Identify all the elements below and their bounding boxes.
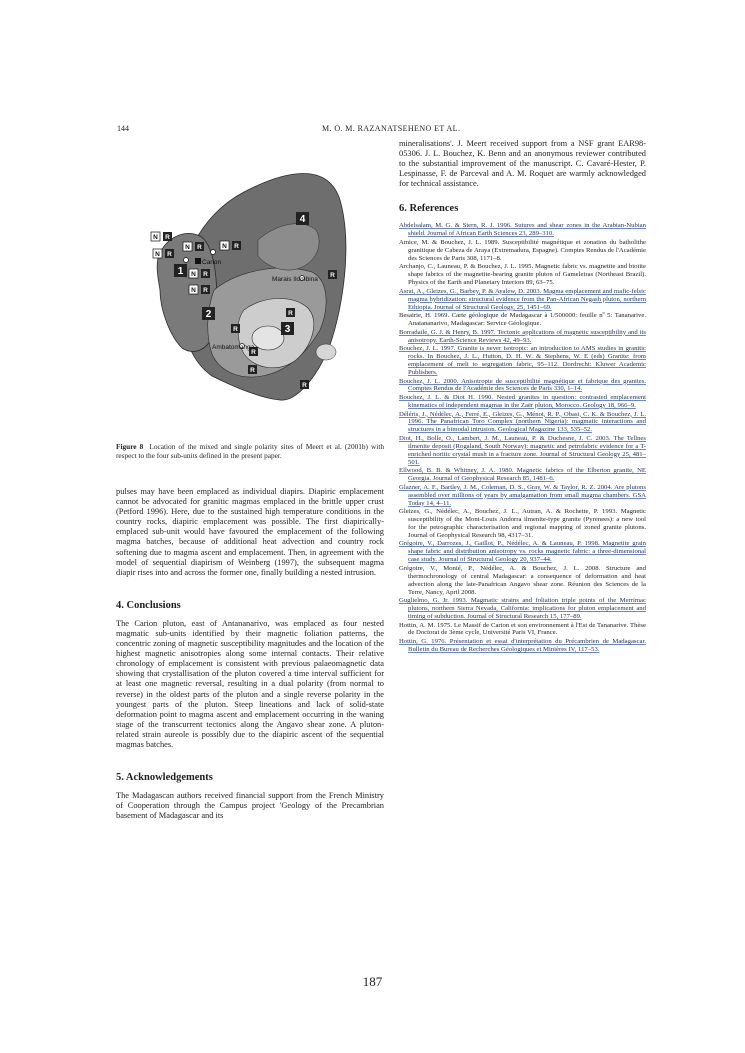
reference-item: Grégoire, V., Monié, P., Nédélec, A. & Bouchez, J. L. 2008. Structure and thermochronology of central Madagascar: a consequence of deformation and heat advection along the late-Panafrican Angavo shear zone. Réunion des Sciences de la Terre, Nancy, April 2008.	[399, 564, 646, 596]
svg-text:R: R	[251, 349, 256, 356]
heading-references: 6. References	[399, 203, 459, 215]
label-carion: Carion	[202, 259, 222, 266]
svg-text:N: N	[222, 243, 227, 250]
site-marker-r-5	[286, 308, 295, 317]
reference-item[interactable]: Abdelsalam, M. G. & Stern, R. J. 1996. Sutures and shear zones in the Arabian-Nubian shield. Journal of African Earth Sciences 23, 289–310.	[399, 222, 646, 238]
reference-item[interactable]: Bouchez, J. L. 1997. Granite is never isotropic: an introduction to AMS studies in granitic rocks. In Bouchez, J. L., Hutton, D. H. W. & Stephens, W. E (eds) Granite: from emplacement of melt to segregation fabric, 95–112. Dordrecht: Kluwer Academic Publishers.	[399, 345, 646, 376]
site-marker-nr-1	[151, 232, 172, 241]
town-circle-2	[184, 258, 189, 263]
reference-item[interactable]: Bouchez, J. L. 2000. Anisotropie de susceptibilité magnétique et fabrique des granites. Comptes Rendus de l'Académie des Sciences de Paris 330, 1–14.	[399, 377, 646, 393]
paragraph-ack-continued: mineralisations'. J. Meert received support from a NSF grant EAR98-05306. J. L. Bouchez, K. Benn and an anonymous reviewer contributed to the substantial improvement of the manuscript. C. Cavaré-Hester, P. Lespinasse, F. de Parceval and A. M. Roquet are warmly acknowledged for technical assistance.	[399, 139, 646, 189]
pluton-map-figure	[116, 140, 384, 436]
label-marais-ilombina: Marais Ilombina	[272, 276, 318, 283]
svg-text:1: 1	[177, 266, 184, 277]
svg-text:N: N	[185, 244, 190, 251]
unit-label-4	[296, 212, 309, 225]
site-marker-r-2	[231, 324, 240, 333]
running-title: M. O. M. RAZANATSEHENO ET AL.	[322, 124, 461, 133]
svg-text:N: N	[191, 271, 196, 278]
paragraph-conclusions: The Carion pluton, east of Antananarivo, was emplaced as four nested magmatic sub-units identified by their magnetic foliation patterns, the concentric zoning of magnetic susceptibility magnitudes and the location of the highest magnetic anisotropies along some internal contacts. Their relative chronology of emplacement is consistent with previous palaeomagnetic data showing that crystallisation of the pluton covered a time interval sufficient for at least one magnetic reversal, resulting in a dual polarity (from normal to reverse) in the oldest parts of the pluton and a single reverse polarity in the youngest parts of the pluton. Steep lineations and lack of solid-state deformation point to magma ascent and emplacement occurring in the waning stage of the transcurrent tectonics along the Angavo shear zone. A pluton-related strain aureole is possibly due to the diapiric ascent of the sequential magmas batches.	[116, 618, 384, 749]
label-ambatomanga: Ambatomanga	[212, 344, 255, 351]
svg-text:R: R	[203, 287, 208, 294]
svg-text:R: R	[197, 244, 202, 251]
reference-item[interactable]: Guglielmo, G. Jr. 1993. Magmatic strains and foliation triple points of the Merrimac plutons, northern Sierra Nevada, California: implications for pluton emplacement and timing of subduction. Journal of Structural Research 15, 177–89.	[399, 597, 646, 620]
reference-item[interactable]: Déléris, J., Nédélec, A., Ferré, E., Gleizes, G., Ménot, R. P., Obasi, C. K. & Bouchez, J. L. 1996. The Panafrican Toro Complex (northern Nigeria): magmatic interactions and structures in a bimodal intrusion. Geological Magazine 133, 535–52.	[399, 410, 646, 434]
svg-text:3: 3	[284, 324, 291, 335]
svg-text:4: 4	[299, 214, 306, 225]
heading-acknowledgements: 5. Acknowledgements	[116, 772, 213, 784]
reference-item[interactable]: Diot, H., Bolle, O., Lambert, J. M., Launeau, P. & Duchesne, J. C. 2003. The Tellnes ilmenite deposit (Rogaland, South Norway): magnetic and petrofabric evidence for a T-enriched noritic crystal mush in a fracture zone. Journal of Structural Geology 25, 481–501.	[399, 434, 646, 466]
reference-item[interactable]: Bouchez, J. L. & Diot H. 1990. Nested granites in question: contrasted emplacement kinematics of independent magmas in the Zaër pluton, Morocco. Geology 18, 966–9.	[399, 394, 646, 409]
unit-label-1	[174, 264, 187, 277]
svg-text:R: R	[302, 382, 307, 389]
reference-item[interactable]: Asrat, A., Gleizes, G., Barbey, P. & Ayalew, D. 2003. Magma emplacement and mafic-felsic magma hybridization: structural evidence from the Pan-African Negash pluton, northern Ethiopia. Journal of Structural Geology, 25, 1451–69.	[399, 287, 646, 311]
reference-list	[399, 222, 646, 653]
figure-caption	[116, 443, 384, 461]
svg-text:2: 2	[205, 309, 212, 320]
unit-label-3	[281, 322, 294, 335]
reference-item[interactable]: Hottin, G. 1976. Présentation et essai d'interprétation du Précambrien de Madagascar. Bulletin du Bureau de Recherches Géologiques et Minières IV, 117–53.	[399, 638, 646, 653]
svg-text:R: R	[250, 367, 255, 374]
light-lens	[316, 344, 336, 360]
left-column-body	[116, 487, 384, 821]
right-column-body	[399, 139, 646, 655]
site-marker-r-4	[248, 365, 257, 374]
svg-text:R: R	[165, 234, 170, 241]
svg-text:R: R	[167, 251, 172, 258]
svg-text:R: R	[203, 271, 208, 278]
carion-town-marker	[195, 258, 201, 264]
site-marker-r-1	[328, 270, 337, 279]
header-page-number: 144	[117, 124, 129, 133]
svg-text:N: N	[155, 251, 160, 258]
svg-text:N: N	[191, 287, 196, 294]
footer-page-number: 187	[362, 974, 383, 989]
reference-item: Amice, M. & Bouchez, J. L. 1989. Susceptibilité magnétique et zonation du batholithe granitique de Cabeza de Araya (Extremadura, Espagne). Comptes Rendus de l'Académie des Sciences de Paris 308, 1171–8.	[399, 238, 646, 262]
svg-text:R: R	[330, 272, 335, 279]
unit-label-2	[202, 307, 215, 320]
paragraph-acknowledgements: The Madagascan authors received financial support from the French Ministry of Cooperation through the Campus project 'Geology of the Precambrian basement of Madagascar and its	[116, 791, 384, 821]
svg-text:R: R	[234, 243, 239, 250]
caption-text: Location of the mixed and single polarity sites of Meert et al. (2001b) with respect to the four sub-units defined in the present paper.	[116, 442, 385, 460]
reference-item[interactable]: Glazner, A. F., Bartley, J. M., Coleman, D. S., Gray, W. & Taylor, R. Z. 2004. Are plutons assembled over millions of years by amalgamation from small magma chambers. GSA Today 14, 4–11.	[399, 483, 646, 507]
reference-item: Gleizes, G., Nédélec, A., Bouchez, J. L., Autran, A. & Rochette, P. 1993. Magnetic susceptibility of the Mont-Louis Andorra ilmenite-type granite (Pyrenees): a new tool for the petrographic characterisation and regional mapping of zoned granite plutons. Journal of Geophysical Research 98, 4317–31.	[399, 508, 646, 539]
reference-item: Besairie, H. 1969. Carte géologique de Madagascar à 1/500000: feuille nº 5: Tananarive. Anatananarivo, Madagascar: Service Géologique.	[399, 312, 646, 328]
reference-item[interactable]: Borradaile, G. J. & Henry, B. 1997. Tectonic applications of magnetic susceptibility and its anisotropy. Earth-Science Reviews 42, 49–93.	[399, 328, 646, 344]
site-marker-r-6	[300, 380, 309, 389]
caption-label: Figure 8	[116, 442, 144, 451]
svg-text:N: N	[153, 234, 158, 241]
town-circle-1	[211, 250, 216, 255]
svg-text:R: R	[288, 310, 293, 317]
paragraph-diapirism: pulses may have been emplaced as individual diapirs. Diapiric emplacement cannot be advocated for granitic magmas emplaced in the brittle upper crust (Petford 1996). Here, due to the sustained high temperature conditions in the country rocks, diapiric emplacement was possible. The first diapirically-emplaced sub-unit would have favoured the emplacement of the following magma batches, because of additional heat advection and country rock softening due to magma ascent and emplacement. Then, in agreement with the model of sequential diapirism of Weinberg (1997), the subsequent magma diapir rises into and across the former one, finally building a nested intrusion.	[116, 487, 384, 577]
reference-item: Archanjo, C., Launeau, P. & Bouchez, J. L. 1995. Magnetic fabric vs. magnetite and biotite shape fabrics of the magnetite-bearing granite pluton of Gameleiras (Northeast Brazil). Physics of the Earth and Planetary Interiors 89, 63–75.	[399, 263, 646, 287]
svg-text:R: R	[233, 326, 238, 333]
reference-item[interactable]: Grégoire, V., Darrozes, J., Gaillot, P., Nédélec, A. & Launeau, P. 1998. Magnetite grain shape fabric and distribution anisotropy vs. rocks magnetic fabric: a three-dimensional case study. Journal of Structural Geology 20, 937–44.	[399, 540, 646, 564]
reference-item: Hottin, A. M. 1975. Le Massif de Carion et son environnement à l'Est de Tananarive. Thèse de Doctorat de 3ème cycle, Université Paris VI, France.	[399, 621, 646, 637]
unit-core	[252, 326, 284, 350]
heading-conclusions: 4. Conclusions	[116, 599, 181, 611]
reference-item[interactable]: Ellwood, B. B. & Whitney, J. A. 1980. Magnetic fabrics of the Elberton granite, NE Georgia. Journal of Geophysical Research 85, 1481–6.	[399, 467, 646, 483]
